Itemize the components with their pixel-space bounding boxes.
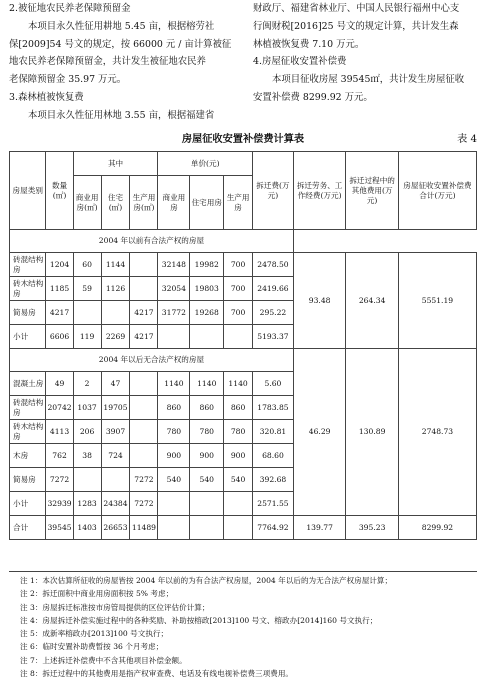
cell-residential: 26653 — [101, 516, 130, 540]
left-text-column — [9, 0, 242, 125]
cell-price-commercial — [158, 325, 190, 349]
cell-price-production: 860 — [224, 396, 253, 420]
cell-residential — [101, 301, 130, 325]
header-other-fee: 拆迁过程中的其他费用(万元) — [346, 152, 399, 230]
header-demolition-fee: 拆迁费(万元) — [253, 152, 294, 230]
heading-2: 2.被征地农民养老保障预留金 — [9, 3, 131, 14]
heading-3: 3.森林植被恢复费 — [9, 91, 84, 103]
note-item: 注 5：成新率榕政办[2013]100 号文执行； — [20, 629, 169, 639]
cell-demolition-fee: 5193.37 — [253, 325, 294, 349]
cell-type: 混凝土房 — [10, 372, 46, 396]
cell-residential: 47 — [101, 372, 130, 396]
note-item: 注 3：房屋拆迁标准按市房管局提供的区位评估价计算； — [20, 602, 210, 612]
table-row — [10, 253, 477, 277]
header-quantity: 数量(㎡) — [46, 152, 73, 230]
paragraph-2-line: 地农民养老保障预留金，共计发生被征地农民养 — [9, 56, 206, 68]
cell-commercial: 1037 — [73, 396, 101, 420]
cell-price-production: 780 — [224, 420, 253, 444]
paragraph-3-line: 本项目永久性征用林地 3.55 亩，根据福建省 — [28, 109, 215, 121]
cell-total: 2748.73 — [398, 349, 476, 516]
cell-production — [130, 253, 158, 277]
compensation-table — [9, 151, 477, 540]
cell-price-commercial: 32054 — [158, 277, 190, 301]
cell-quantity: 1204 — [46, 253, 73, 277]
cell-price-production: 540 — [224, 468, 253, 492]
cell-other-fee: 395.23 — [346, 516, 399, 540]
note-item: 注 7：上述拆迁补偿费中不含其他项目补偿金额。 — [20, 655, 187, 665]
cell-price-residential: 540 — [190, 468, 224, 492]
cell-production — [130, 396, 158, 420]
cell-quantity: 20742 — [46, 396, 73, 420]
cell-residential: 24384 — [101, 492, 130, 516]
right-text-column — [253, 0, 478, 107]
header-commercial-area: 商业用房(㎡) — [73, 176, 101, 230]
header-price-commercial: 商业用房 — [158, 176, 190, 230]
section-row — [10, 230, 477, 253]
cell-type: 简易房 — [10, 468, 46, 492]
paragraph-3-line: 财政厅、福建省林业厅、中国人民银行福州中心支 — [253, 3, 460, 14]
table-notes — [9, 571, 477, 680]
header-house-type: 房屋类别 — [10, 152, 46, 230]
cell-production: 4217 — [130, 325, 158, 349]
header-row — [10, 152, 477, 176]
cell-other-fee: 130.89 — [346, 349, 399, 516]
cell-price-production: 900 — [224, 444, 253, 468]
cell-production: 7272 — [130, 468, 158, 492]
cell-price-commercial: 860 — [158, 396, 190, 420]
cell-production — [130, 420, 158, 444]
cell-price-commercial — [158, 516, 190, 540]
cell-price-residential: 780 — [190, 420, 224, 444]
cell-production: 7272 — [130, 492, 158, 516]
cell-price-commercial — [158, 492, 190, 516]
cell-commercial: 119 — [73, 325, 101, 349]
cell-demolition-fee: 392.68 — [253, 468, 294, 492]
cell-residential: 19705 — [101, 396, 130, 420]
cell-price-production — [224, 492, 253, 516]
cell-quantity: 762 — [46, 444, 73, 468]
header-total: 房屋征收安置补偿费合计(万元) — [398, 152, 476, 230]
cell-total: 5551.19 — [398, 253, 476, 349]
cell-commercial: 206 — [73, 420, 101, 444]
cell-price-residential — [190, 516, 224, 540]
cell-price-commercial: 900 — [158, 444, 190, 468]
cell-residential: 2269 — [101, 325, 130, 349]
header-service-fee: 拆迁劳务、工作经费(万元) — [293, 152, 346, 230]
cell-demolition-fee: 2478.50 — [253, 253, 294, 277]
cell-price-residential: 1140 — [190, 372, 224, 396]
header-residential-area: 住宅(㎡) — [101, 176, 130, 230]
paragraph-3-line: 林植被恢复费 7.10 万元。 — [253, 38, 365, 50]
cell-residential: 1144 — [101, 253, 130, 277]
cell-quantity: 39545 — [46, 516, 73, 540]
note-item: 注 8：拆迁过程中的其他费用是指产权审查费、电话及有线电视补偿费三项费用。 — [20, 669, 294, 679]
cell-demolition-fee: 1783.85 — [253, 396, 294, 420]
note-item: 注 2：拆迁面积中商业用房面积按 5% 考虑； — [20, 589, 174, 599]
cell-quantity: 6606 — [46, 325, 73, 349]
cell-type: 小计 — [10, 325, 46, 349]
cell-price-commercial: 780 — [158, 420, 190, 444]
cell-demolition-fee: 5.60 — [253, 372, 294, 396]
cell-type: 合计 — [10, 516, 46, 540]
cell-service-fee: 93.48 — [293, 253, 346, 349]
cell-quantity: 1185 — [46, 277, 73, 301]
cell-production — [130, 444, 158, 468]
cell-service-fee: 46.29 — [293, 349, 346, 516]
cell-price-residential: 860 — [190, 396, 224, 420]
cell-price-residential: 19803 — [190, 277, 224, 301]
heading-4: 4.房屋征收安置补偿费 — [253, 56, 347, 68]
paragraph-2-line: 保[2009]54 号文的规定，按 66000 元 / 亩计算被征 — [9, 38, 232, 50]
cell-price-commercial: 1140 — [158, 372, 190, 396]
note-item: 注 6：临时安置补助费暂按 36 个月考虑； — [20, 642, 164, 652]
cell-demolition-fee: 295.22 — [253, 301, 294, 325]
cell-type: 简易房 — [10, 301, 46, 325]
note-item: 注 4：房屋拆迁补偿实施过程中的各种奖励、补助按榕政[2013]100 号文、榕政办[2014]160 号文执行； — [20, 615, 378, 625]
cell-type: 砖混结构房 — [10, 253, 46, 277]
paragraph-2-line: 老保障预留金 35.97 万元。 — [9, 74, 127, 86]
cell-commercial: 1403 — [73, 516, 101, 540]
cell-type: 小计 — [10, 492, 46, 516]
cell-price-residential: 19982 — [190, 253, 224, 277]
cell-quantity: 32939 — [46, 492, 73, 516]
cell-production: 11489 — [130, 516, 158, 540]
cell-service-fee: 139.77 — [293, 516, 346, 540]
cell-price-commercial: 31772 — [158, 301, 190, 325]
cell-price-production: 700 — [224, 277, 253, 301]
cell-quantity: 49 — [46, 372, 73, 396]
header-unit-price: 单价(元) — [158, 152, 253, 176]
cell-total: 8299.92 — [398, 516, 476, 540]
section-row — [10, 349, 477, 372]
cell-price-residential: 900 — [190, 444, 224, 468]
cell-price-production: 700 — [224, 253, 253, 277]
cell-demolition-fee: 320.81 — [253, 420, 294, 444]
cell-commercial: 60 — [73, 253, 101, 277]
cell-type: 砖混结构房 — [10, 396, 46, 420]
cell-price-production: 1140 — [224, 372, 253, 396]
cell-residential — [101, 468, 130, 492]
paragraph-3-line: 行闽财税[2016]25 号文的规定计算，共计发生森 — [253, 20, 459, 32]
cell-price-residential — [190, 325, 224, 349]
cell-residential: 3907 — [101, 420, 130, 444]
cell-other-fee: 264.34 — [346, 253, 399, 349]
note-item: 注 1：本次估算所征收的房屋皆按 2004 年以前的为有合法产权房屋，2004 年以后的为无合法产权房屋计算； — [20, 576, 393, 585]
cell-residential: 1126 — [101, 277, 130, 301]
cell-price-residential — [190, 492, 224, 516]
cell-demolition-fee: 7764.92 — [253, 516, 294, 540]
paragraph-2-line: 本项目永久性征用耕地 5.45 亩，根据榕劳社 — [28, 20, 215, 32]
cell-production — [130, 372, 158, 396]
cell-type: 砖木结构房 — [10, 420, 46, 444]
section-label: 2004 年以前有合法产权的房屋 — [10, 230, 294, 253]
cell-demolition-fee: 2571.55 — [253, 492, 294, 516]
table-number: 表 4 — [457, 134, 477, 145]
cell-type: 木房 — [10, 444, 46, 468]
header-price-production: 生产用房 — [224, 176, 253, 230]
cell-demolition-fee: 68.60 — [253, 444, 294, 468]
header-production-area: 生产用房(㎡) — [130, 176, 158, 230]
cell-price-production — [224, 325, 253, 349]
table-caption — [9, 130, 477, 146]
cell-commercial — [73, 301, 101, 325]
paragraph-4-line: 安置补偿费 8299.92 万元。 — [253, 91, 373, 103]
table-title: 房屋征收安置补偿费计算表 — [181, 134, 305, 145]
cell-type: 砖木结构房 — [10, 277, 46, 301]
cell-price-production — [224, 516, 253, 540]
cell-production: 4217 — [130, 301, 158, 325]
cell-commercial: 59 — [73, 277, 101, 301]
cell-commercial: 2 — [73, 372, 101, 396]
cell-commercial: 1283 — [73, 492, 101, 516]
cell-quantity: 7272 — [46, 468, 73, 492]
cell-commercial — [73, 468, 101, 492]
cell-price-commercial: 32148 — [158, 253, 190, 277]
paragraph-4-line: 本项目征收房屋 39545㎡，共计发生房屋征收 — [272, 74, 465, 86]
cell-quantity: 4113 — [46, 420, 73, 444]
cell-price-commercial: 540 — [158, 468, 190, 492]
cell-demolition-fee: 2419.66 — [253, 277, 294, 301]
cell-commercial: 38 — [73, 444, 101, 468]
header-among: 其中 — [73, 152, 158, 176]
header-price-residential: 住宅用房 — [190, 176, 224, 230]
section-label: 2004 年以后无合法产权的房屋 — [10, 349, 294, 372]
cell-production — [130, 277, 158, 301]
cell-price-production: 700 — [224, 301, 253, 325]
total-row — [10, 516, 477, 540]
cell-residential: 724 — [101, 444, 130, 468]
cell-quantity: 4217 — [46, 301, 73, 325]
cell-price-residential: 19268 — [190, 301, 224, 325]
